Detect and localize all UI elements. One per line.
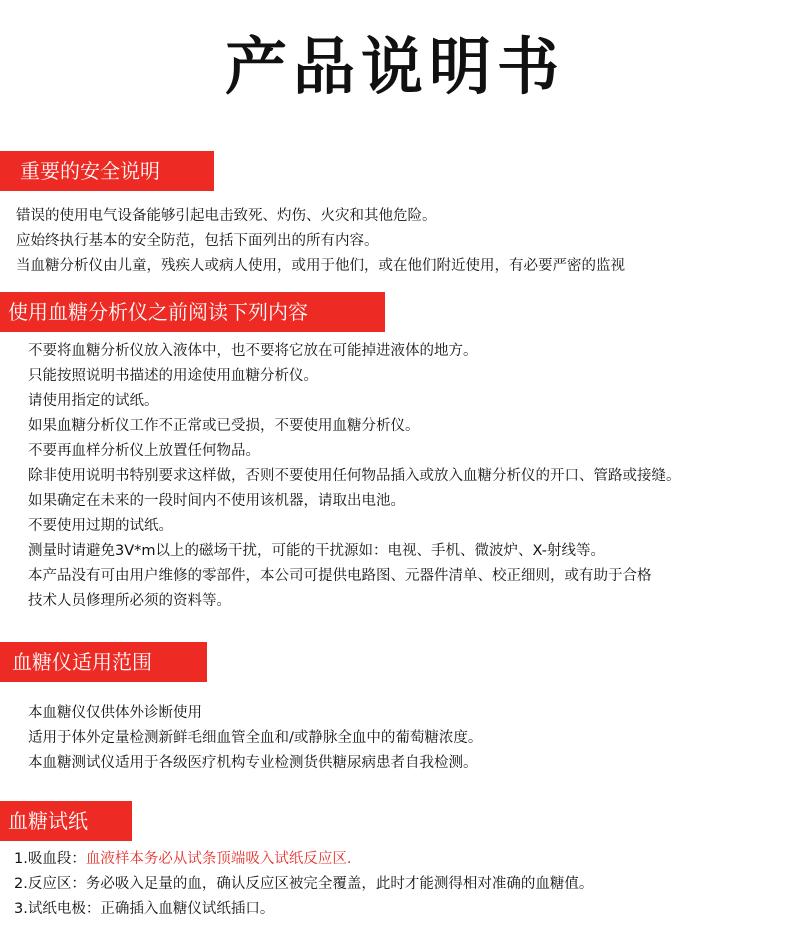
section-heading-label: 血糖仪适用范围 — [12, 650, 152, 674]
list-item: 不要将血糖分析仪放入液体中，也不要将它放在可能掉进液体的地方。 — [28, 343, 478, 359]
list-item: 本血糖测试仪适用于各级医疗机构专业检测货供糖尿病患者自我检测。 — [28, 755, 478, 771]
list-item: 技术人员修理所必须的资料等。 — [28, 593, 231, 609]
list-item: 当血糖分析仪由儿童，残疾人或病人使用，或用于他们，或在他们附近使用，有必要严密的监视 — [16, 258, 625, 274]
list-item: 本血糖仪仅供体外诊断使用 — [28, 705, 202, 721]
list-item: 如果确定在未来的一段时间内不使用该机器，请取出电池。 — [28, 493, 405, 509]
item-label: 2.反应区： — [14, 876, 86, 892]
section-heading-safety — [0, 151, 214, 191]
scope-list — [28, 701, 482, 776]
section-heading-scope — [0, 642, 207, 682]
safety-list — [16, 204, 625, 279]
section-heading-test-strip — [0, 801, 132, 841]
item-label: 1.吸血段： — [14, 851, 86, 867]
section-heading-label: 使用血糖分析仪之前阅读下列内容 — [8, 300, 308, 324]
list-item: 不要使用过期的试纸。 — [28, 518, 173, 534]
list-item: 本产品没有可由用户维修的零部件，本公司可提供电路图、元器件清单、校正细则，或有助于合格 — [28, 568, 652, 584]
item-text-highlight: 血液样本务必从试条顶端吸入试纸反应区. — [85, 851, 352, 867]
item-label: 3.试纸电极： — [14, 901, 101, 917]
list-item: 只能按照说明书描述的用途使用血糖分析仪。 — [28, 368, 318, 384]
list-item: 不要再血样分析仪上放置任何物品。 — [28, 443, 260, 459]
list-item — [14, 897, 593, 922]
list-item: 如果血糖分析仪工作不正常或已受损，不要使用血糖分析仪。 — [28, 418, 420, 434]
section-heading-label: 重要的安全说明 — [20, 159, 160, 183]
test-strip-list — [14, 847, 593, 922]
item-text: 务必吸入足量的血，确认反应区被完全覆盖，此时才能测得相对准确的血糖值。 — [85, 876, 594, 892]
list-item: 除非使用说明书特别要求这样做，否则不要使用任何物品插入或放入血糖分析仪的开口、管路或接缝。 — [28, 468, 681, 484]
section-heading-before-use — [0, 292, 385, 332]
list-item: 适用于体外定量检测新鲜毛细血管全血和/或静脉全血中的葡萄糖浓度。 — [28, 730, 483, 746]
list-item — [14, 847, 593, 872]
list-item: 应始终执行基本的安全防范，包括下面列出的所有内容。 — [16, 233, 379, 249]
item-text: 正确插入血糖仪试纸插口。 — [100, 901, 275, 917]
list-item — [14, 872, 593, 897]
page-title: 产品说明书 — [224, 30, 565, 103]
list-item: 测量时请避免3V*m以上的磁场干扰，可能的干扰源如：电视、手机、微波炉、X-射线等。 — [28, 543, 605, 559]
section-heading-label: 血糖试纸 — [8, 809, 88, 833]
before-use-list — [28, 339, 681, 614]
list-item: 请使用指定的试纸。 — [28, 393, 159, 409]
list-item: 错误的使用电气设备能够引起电击致死、灼伤、火灾和其他危险。 — [16, 208, 437, 224]
